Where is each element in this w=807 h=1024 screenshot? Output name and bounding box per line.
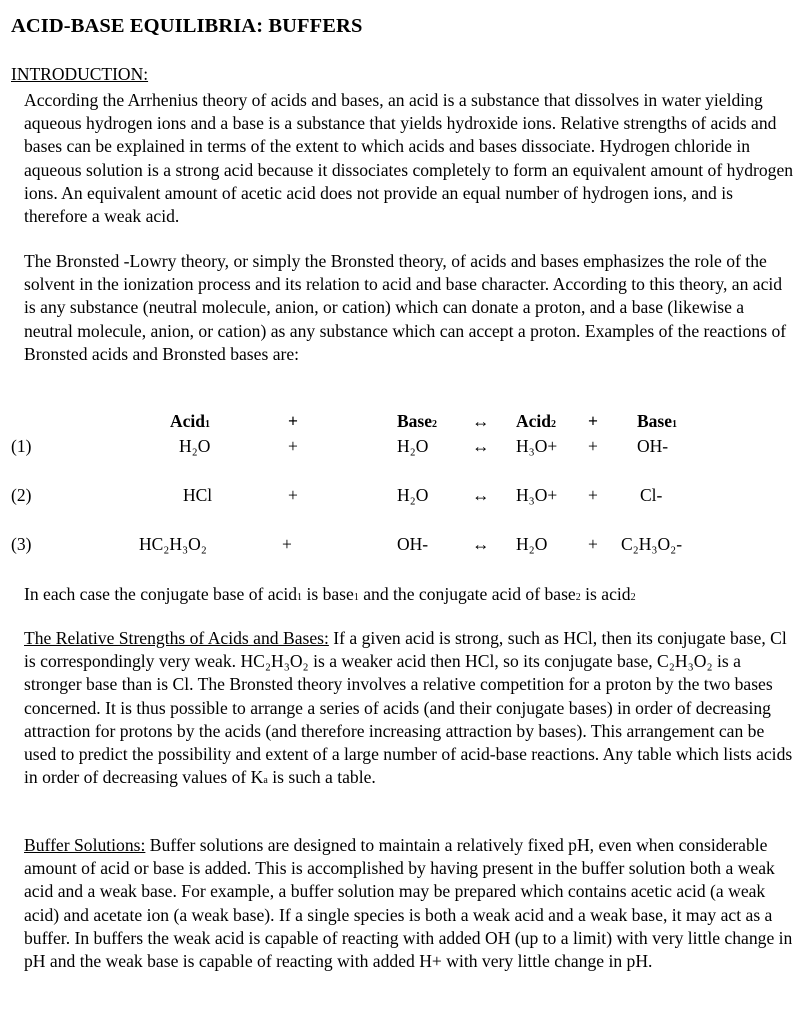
intro-paragraph-arrhenius: According the Arrhenius theory of acids and bases, an acid is a substance that dissolves in water yielding aqueous hydrogen ions and a base is a substance that yields hydroxide ions. Relative strengths of acids and bases can be explained in terms of the extent to which acids and bases dissociate. Hydrogen chloride in aqueous solution is a strong acid because it dissociates completely to form an equivalent amount of hydrogen ions. An equivalent amount of acetic acid does not provide an equal number of hydrogen ions, and is therefore a weak acid. xyxy=(24,90,794,227)
cell-acid2: H₂O xyxy=(516,534,548,554)
header-base1: Base1 xyxy=(637,411,677,431)
relative-strengths-heading: The Relative Strengths of Acids and Bases: xyxy=(24,628,329,648)
buffer-solutions-paragraph: Buffer Solutions: Buffer solutions are designed to maintain a relatively fixed pH, even when considerable amount of acid or base is added. This is accomplished by having present in the buffer solution both a weak acid and a weak base. For example, a buffer solution may be prepared which contains acetic acid (a weak acid) and acetate ion (a weak base). If a single species is both a weak acid and a weak base, it may act as a buffer. In buffers the weak acid is capable of reacting with added OH (up to a limit) with very little change in pH and the weak base is capable of reacting with added H+ with very little change in pH. xyxy=(24,835,793,972)
cell-acid1: HCl xyxy=(183,485,213,505)
header-acid1: Acid1 xyxy=(170,411,210,431)
cell-arrow: ↔ xyxy=(472,485,490,505)
cell-plus: + xyxy=(288,485,298,505)
intro-paragraph-bronsted: The Bronsted -Lowry theory, or simply the Bronsted theory, of acids and bases emphasizes the role of the solvent in the ionization process and its relation to acid and base character. According to this theory, an acid is any substance (neutral molecule, anion, or cation) which can donate a proton, and a base (likewise a neutral molecule, anion, or cation) as any substance which can accept a proton. Examples of the reactions of Bronsted acids and Bronsted bases are: xyxy=(24,251,787,364)
cell-plus2: + xyxy=(588,436,598,456)
cell-acid2: H₃O+ xyxy=(516,485,558,505)
cell-acid1: H₂O xyxy=(179,436,211,456)
header-plus: + xyxy=(288,411,298,431)
row-number: (2) xyxy=(11,485,32,505)
cell-acid2: H₃O+ xyxy=(516,436,558,456)
cell-base2: H₂O xyxy=(397,436,429,456)
cell-plus2: + xyxy=(588,485,598,505)
cell-plus: + xyxy=(288,436,298,456)
page-title: ACID-BASE EQUILIBRIA: BUFFERS xyxy=(11,15,363,37)
header-arrow: ↔ xyxy=(472,411,490,431)
row-number: (3) xyxy=(11,534,32,554)
cell-base2: OH- xyxy=(397,534,429,554)
cell-arrow: ↔ xyxy=(472,436,490,456)
conjugate-note: In each case the conjugate base of acid1 is base1 and the conjugate acid of base2 is acid2 xyxy=(24,584,636,604)
cell-acid1: HC₂H₃O₂ xyxy=(139,534,207,554)
header-base2: Base2 xyxy=(397,411,437,431)
cell-base2: H₂O xyxy=(397,485,429,505)
relative-strengths-paragraph: The Relative Strengths of Acids and Bases: If a given acid is strong, such as HCl, then its conjugate base, Cl is correspondingly very weak. HC₂H₃O₂ is a weaker acid then HCl, so its conjugate base, C₂H₃O₂ is a stronger base than is Cl. The Bronsted theory involves a relative competition for a proton by the two bases concerned. It is thus possible to arrange a series of acids (and their conjugate bases) in order of decreasing attraction for protons by the acids (and therefore increasing attraction by bases). This arrangement can be used to predict the possibility and extent of a large number of acid-base reactions. Any table which lists acids in order of decreasing values of Ka is such a table. xyxy=(24,628,793,788)
cell-base1: C₂H₃O₂- xyxy=(621,534,683,554)
buffer-solutions-heading: Buffer Solutions: xyxy=(24,835,146,855)
cell-arrow: ↔ xyxy=(472,534,490,554)
introduction-heading: INTRODUCTION: xyxy=(11,64,149,84)
row-number: (1) xyxy=(11,436,32,456)
cell-base1: OH- xyxy=(637,436,669,456)
header-plus2: + xyxy=(588,411,598,431)
cell-plus2: + xyxy=(588,534,598,554)
cell-base1: Cl- xyxy=(640,485,663,505)
header-acid2: Acid2 xyxy=(516,411,556,431)
cell-plus: + xyxy=(282,534,292,554)
